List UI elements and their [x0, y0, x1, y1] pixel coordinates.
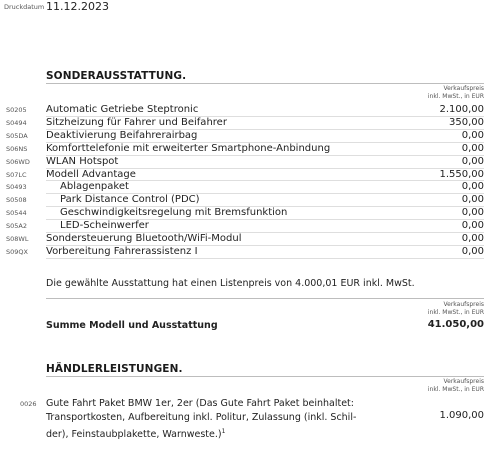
price-column-header-line2: inkl. MwSt., in EUR — [427, 93, 484, 100]
option-description: Komforttelefonie mit erweiterter Smartphone-Anbindung — [46, 142, 331, 154]
option-description: Modell Advantage — [46, 168, 136, 180]
option-code: S05A2 — [6, 222, 27, 231]
dealer-item-code: 0026 — [20, 400, 37, 408]
option-code: S08WL — [6, 235, 29, 243]
option-code: S0508 — [6, 196, 27, 205]
option-description: Sondersteuerung Bluetooth/WiFi-Modul — [46, 233, 242, 244]
dealer-item-description — [46, 397, 356, 442]
option-code: S09QX — [6, 247, 28, 256]
option-price: 0,00 — [461, 155, 484, 167]
print-date-value: 11.12.2023 — [46, 0, 109, 13]
option-price: 2.100,00 — [439, 104, 484, 115]
option-description: WLAN Hotspot — [46, 155, 119, 167]
summary-price-header-line2: inkl. MwSt., in EUR — [427, 309, 484, 316]
summary-label: Summe Modell und Ausstattung — [46, 320, 218, 331]
option-description: LED-Scheinwerfer — [60, 220, 149, 232]
dealer-item-price: 1.090,00 — [439, 410, 484, 421]
option-code: S0205 — [6, 106, 27, 114]
price-column-header-line1: Verkaufspreis — [443, 85, 484, 92]
option-description: Sitzheizung für Fahrer und Beifahrer — [46, 116, 227, 128]
list-price-note: Die gewählte Ausstattung hat einen Listenpreis von 4.000,01 EUR inkl. MwSt. — [46, 278, 415, 289]
option-code: S0494 — [6, 118, 27, 127]
option-code: S06WD — [6, 157, 30, 166]
option-description: Ablagenpaket — [60, 181, 129, 193]
option-description: Deaktivierung Beifahrerairbag — [46, 129, 198, 141]
section-divider — [46, 83, 484, 84]
option-price: 0,00 — [461, 181, 484, 193]
section2-price-header-line1: Verkaufspreis — [443, 378, 484, 385]
dealer-item-line3: der), Feinstaubplakette, Warnweste.) — [46, 429, 222, 441]
summary-value: 41.050,00 — [427, 319, 484, 330]
option-code: S07LC — [6, 170, 27, 179]
option-description: Geschwindigkeitsregelung mit Bremsfunktion — [60, 207, 288, 219]
option-price: 0,00 — [461, 220, 484, 232]
price-column-header — [420, 85, 484, 101]
summary-price-header — [420, 301, 484, 317]
row-divider — [46, 258, 484, 259]
option-code: S05DA — [6, 131, 28, 140]
option-code: S0493 — [6, 183, 27, 192]
print-date-label: Druckdatum — [4, 3, 45, 11]
option-price: 0,00 — [461, 194, 484, 206]
option-description: Park Distance Control (PDC) — [60, 194, 200, 206]
section-title-haendlerleistungen: HÄNDLERLEISTUNGEN. — [46, 363, 183, 375]
dealer-item-line1: Gute Fahrt Paket BMW 1er, 2er (Das Gute Fahrt Paket beinhaltet: — [46, 398, 354, 409]
option-price: 1.550,00 — [439, 168, 484, 180]
option-description: Automatic Getriebe Steptronic — [46, 104, 199, 115]
summary-price-header-line1: Verkaufspreis — [443, 301, 484, 308]
section2-price-header-line2: inkl. MwSt., in EUR — [427, 386, 484, 393]
section2-price-header — [420, 378, 484, 394]
dealer-item-line2: Transportkosten, Aufbereitung inkl. Politur, Zulassung (inkl. Schil- — [46, 412, 357, 423]
option-code: S0544 — [6, 209, 27, 218]
option-price: 0,00 — [461, 142, 484, 154]
option-price: 0,00 — [461, 207, 484, 219]
section2-divider — [46, 376, 484, 377]
summary-divider — [46, 298, 484, 299]
option-price: 0,00 — [461, 233, 484, 244]
option-price: 0,00 — [461, 245, 484, 257]
option-code: S06NS — [6, 144, 28, 153]
option-price: 0,00 — [461, 129, 484, 141]
footnote-marker: 1 — [221, 428, 226, 435]
section-title-sonderausstattung: SONDERAUSSTATTUNG. — [46, 70, 187, 82]
option-description: Vorbereitung Fahrerassistenz I — [46, 245, 198, 257]
option-price: 350,00 — [449, 116, 484, 128]
